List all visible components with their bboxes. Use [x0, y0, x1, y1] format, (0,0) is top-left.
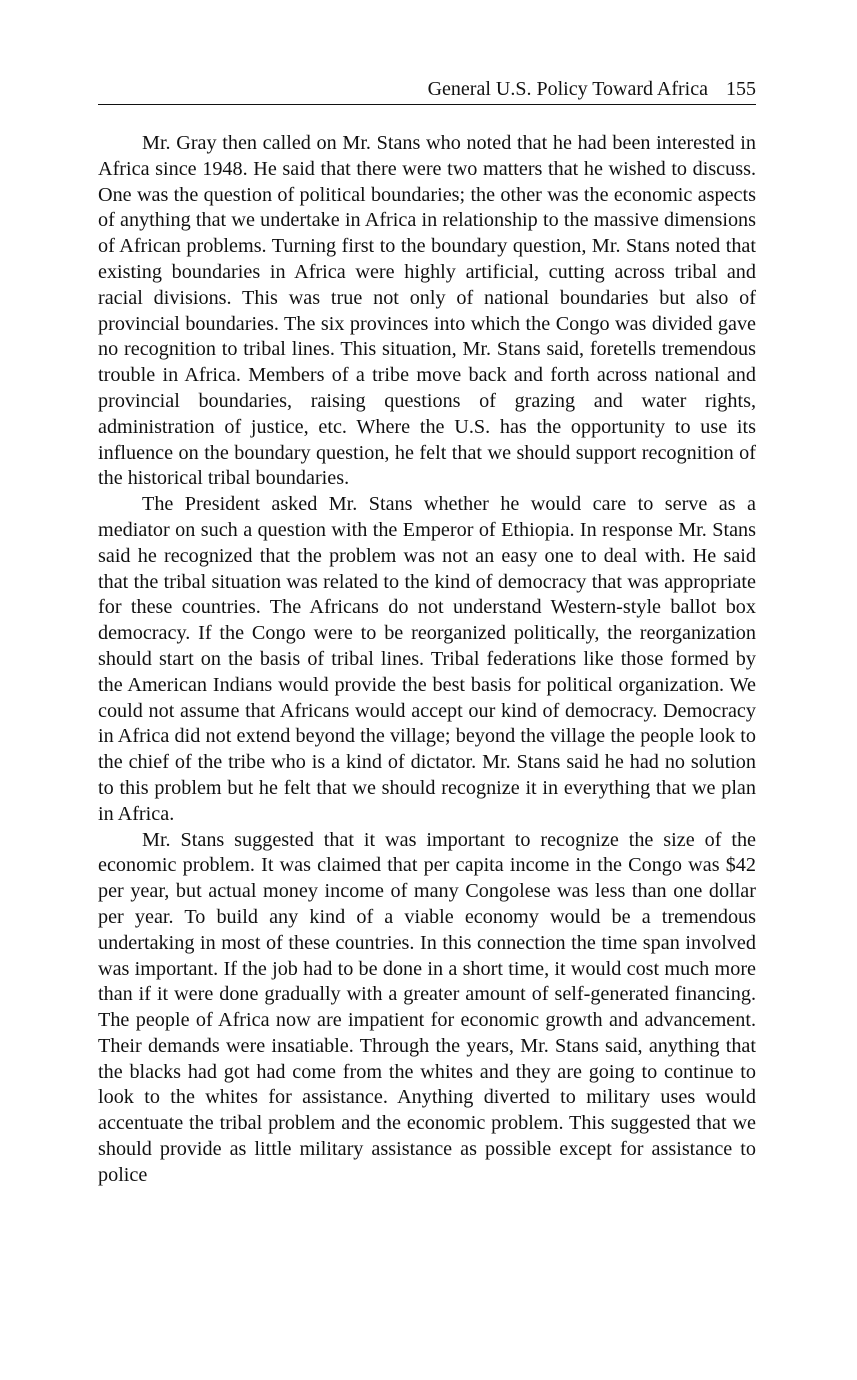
paragraph-1: Mr. Gray then called on Mr. Stans who noted that he had been interested in Africa since 1948. He said that there were two matters that he wished to discuss. One was the question of political boundaries; the other was the economic aspects of anything that we undertake in Africa in relationship to the massive dimensions of African problems. Turning first to the boundary question, Mr. Stans noted that existing boundaries in Africa were highly artificial, cutting across tribal and racial divisions. This was true not only of national boundaries but also of provincial boundaries. The six provinces into which the Congo was divided gave no recognition to tribal lines. This situation, Mr. Stans said, foretells tremendous trouble in Africa. Members of a tribe move back and forth across national and provincial boundaries, raising questions of grazing and water rights, administration of justice, etc. Where the U.S. has the opportunity to use its influence on the boundary question, he felt that we should support recognition of the historical tribal boundaries.	[98, 132, 756, 490]
running-title: General U.S. Policy Toward Africa	[427, 78, 708, 100]
paragraph-3: Mr. Stans suggested that it was important to recognize the size of the economic problem. It was claimed that per capita income in the Congo was $42 per year, but actual money income of many Congolese was less than one dollar per year. To build any kind of a viable economy would be a tremendous undertaking in most of these countries. In this connection the time span involved was important. If the job had to be done in a short time, it would cost much more than if it were done gradually with a greater amount of self-generated financing. The people of Africa now are impatient for economic growth and advancement. Their demands were insatiable. Through the years, Mr. Stans said, anything that the blacks had got had come from the whites and they are going to continue to look to the whites for assistance. Anything diverted to military uses would accentuate the tribal problem and the economic problem. This suggested that we should provide as little military assistance as possible except for assistance to police	[98, 828, 756, 1186]
paragraph-2: The President asked Mr. Stans whether he would care to serve as a mediator on such a question with the Emperor of Ethiopia. In response Mr. Stans said he recognized that the problem was not an easy one to deal with. He said that the tribal situation was related to the kind of democracy that was appropriate for these countries. The Africans do not understand Western-style ballot box democracy. If the Congo were to be reorganized politically, the reorganization should start on the basis of tribal lines. Tribal federations like those formed by the American Indians would provide the best basis for political organization. We could not assume that Africans would accept our kind of democracy. Democracy in Africa did not extend beyond the village; beyond the village the people look to the chief of the tribe who is a kind of dictator. Mr. Stans said he had no solution to this problem but he felt that we should recognize it in everything that we plan in Africa.	[98, 493, 756, 825]
running-head	[98, 76, 756, 105]
page-number: 155	[726, 78, 756, 100]
body-text	[98, 131, 756, 1189]
